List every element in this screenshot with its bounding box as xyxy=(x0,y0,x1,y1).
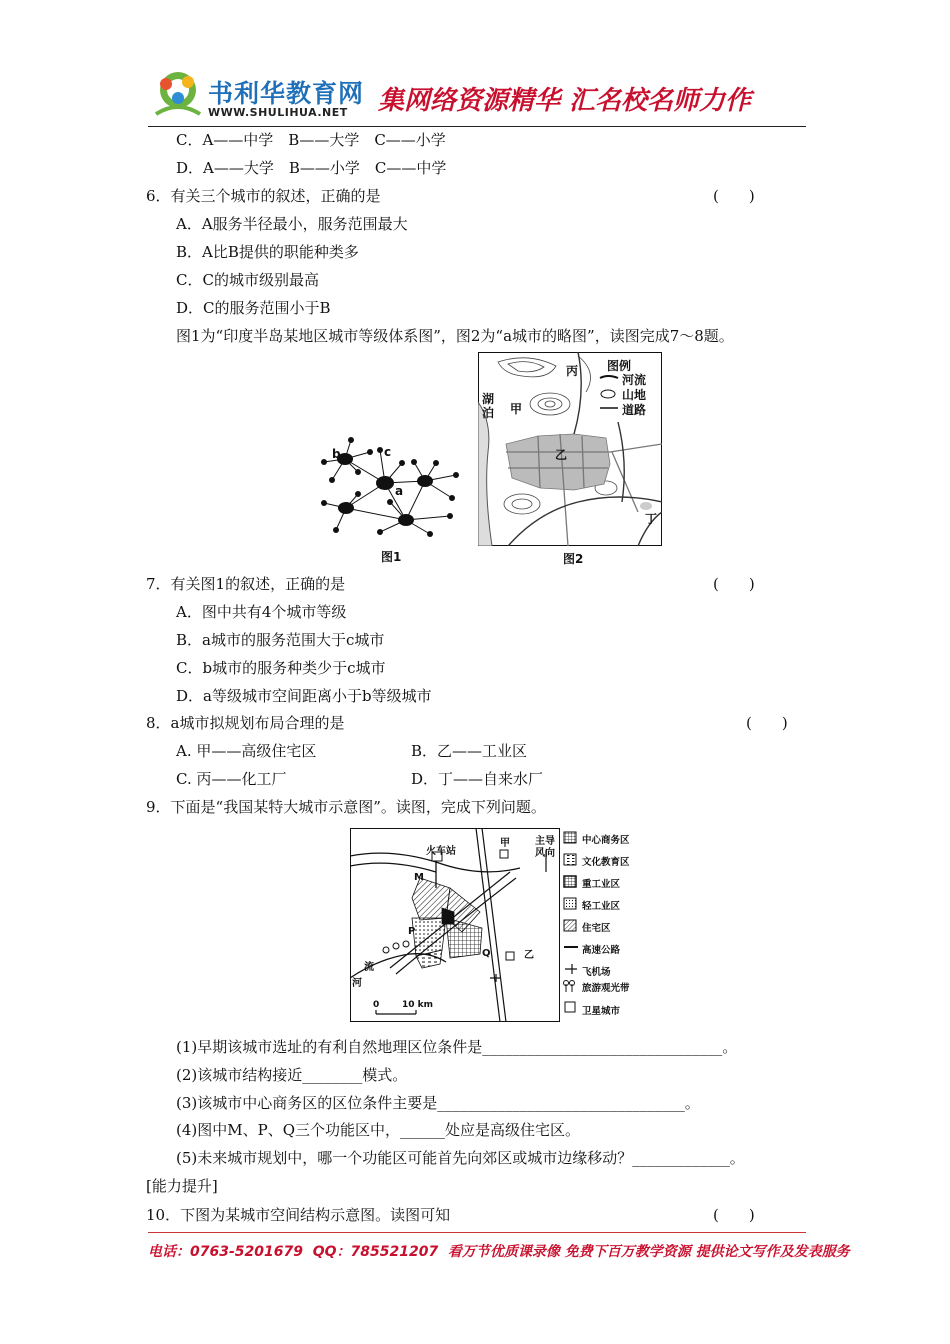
footer-text: 电话：0763-5201679 QQ：785521207 看万节优质课录像 免费下百万教学资源 提供论文写作及发表服务 xyxy=(148,1244,850,1260)
intro-7-8: 图1为“印度半岛某地区城市等级体系图”，图2为“a城市的略图”，读图完成7～8题。 xyxy=(176,327,734,345)
q9-map-station: 火车站 xyxy=(426,846,456,857)
q9-legend-light-industry: 轻工业区 xyxy=(582,901,621,912)
fig2-legend-road: 道路 xyxy=(622,403,647,417)
q9-legend-heavy-industry: 重工业区 xyxy=(582,879,621,890)
q9-legend-residential: 住宅区 xyxy=(582,923,611,934)
q9-legend-icons xyxy=(562,830,580,1016)
q10-answer-paren: ( ) xyxy=(713,1206,755,1224)
section-heading: [能力提升] xyxy=(146,1177,218,1195)
q9-map-scale-0: 0 xyxy=(373,1000,380,1010)
q9-legend-highway: 高速公路 xyxy=(582,945,621,956)
q6-option-d: D．C的服务范围小于B xyxy=(176,299,331,317)
footer-rule xyxy=(148,1232,806,1233)
fig2-legend-mountain: 山地 xyxy=(622,388,647,402)
q7-answer-paren: ( ) xyxy=(713,575,755,593)
q9-sub1: (1)早期该城市选址的有利自然地理区位条件是________________________________。 xyxy=(176,1038,738,1056)
q9-map-river-1: 流 xyxy=(364,962,374,973)
fig2-legend-title: 图例 xyxy=(607,359,632,373)
q6-answer-paren: ( ) xyxy=(713,187,755,205)
q7-option-c: C．b城市的服务种类少于c城市 xyxy=(176,659,386,677)
q9-map-yi: 乙 xyxy=(524,950,534,961)
q9-legend-education: 文化教育区 xyxy=(582,857,630,868)
q9-legend-satellite-city: 卫星城市 xyxy=(582,1006,621,1017)
fig2-label-lake: 湖泊 xyxy=(482,392,495,420)
brand-url: WWW.SHULIHUA.NET xyxy=(208,106,348,119)
fig2-label-jia: 甲 xyxy=(510,402,523,416)
header-slogan: 集网络资源精华 汇名校名师力作 xyxy=(378,86,752,116)
q9-sub5: (5)未来城市规划中，哪一个功能区可能首先向郊区或城市边缘移动？_____________。 xyxy=(176,1149,745,1167)
q9-map-wind-2: 风向 xyxy=(535,848,555,859)
fig1-label-c: c xyxy=(384,445,392,459)
fig1-caption: 图1 xyxy=(381,550,402,564)
q6-option-b: B．A比B提供的职能种类多 xyxy=(176,243,359,261)
fig2-caption: 图2 xyxy=(563,552,584,566)
q9-sub3: (3)该城市中心商务区的区位条件主要是_________________________________。 xyxy=(176,1094,700,1112)
q8-answer-paren: ( ) xyxy=(746,714,788,732)
fig2-legend-river: 河流 xyxy=(622,373,647,387)
q7-option-a: A．图中共有4个城市等级 xyxy=(176,603,347,621)
q9-legend-tourism: 旅游观光带 xyxy=(582,983,630,994)
q9-map-river-2: 河 xyxy=(352,978,362,989)
q6-option-a: A．A服务半径最小，服务范围最大 xyxy=(176,215,408,233)
q9-map-jia: 甲 xyxy=(500,838,510,849)
q9-stem: 9．下面是“我国某特大城市示意图”。读图，完成下列问题。 xyxy=(146,798,546,816)
prev-option-c: C．A——中学 B——大学 C——小学 xyxy=(176,131,446,149)
q9-map-scale-10: 10 km xyxy=(402,1000,434,1010)
q9-map-p: P xyxy=(408,926,416,937)
brand-logo xyxy=(150,70,206,120)
q10-stem: 10．下图为某城市空间结构示意图。读图可知 xyxy=(146,1206,451,1224)
fig1-label-a: a xyxy=(395,484,404,498)
fig2-label-ding: 丁 xyxy=(645,512,658,526)
q7-option-d: D．a等级城市空间距离小于b等级城市 xyxy=(176,687,432,705)
fig2-label-bing: 丙 xyxy=(566,364,579,378)
q8-option-a: A. 甲——高级住宅区 xyxy=(176,742,317,760)
q9-sub4: (4)图中M、P、Q三个功能区中，______处应是高级住宅区。 xyxy=(176,1121,580,1139)
header-rule xyxy=(148,126,806,127)
q9-legend-cbd: 中心商务区 xyxy=(582,835,630,846)
q8-option-d: D．丁——自来水厂 xyxy=(411,770,544,788)
q7-option-b: B．a城市的服务范围大于c城市 xyxy=(176,631,385,649)
q9-legend-airport: 飞机场 xyxy=(582,967,611,978)
q8-option-b: B．乙——工业区 xyxy=(411,742,528,760)
q8-option-c: C. 丙——化工厂 xyxy=(176,770,287,788)
q8-stem: 8．a城市拟规划布局合理的是 xyxy=(146,714,345,732)
prev-option-d: D．A——大学 B——小学 C——中学 xyxy=(176,159,447,177)
fig2-label-yi: 乙 xyxy=(555,448,568,462)
q9-map-wind-1: 主导 xyxy=(535,836,555,847)
q7-stem: 7．有关图1的叙述，正确的是 xyxy=(146,575,346,593)
fig1-label-b: b xyxy=(332,447,341,461)
q9-map-q: Q xyxy=(482,948,491,959)
q9-map-m: M xyxy=(414,872,424,883)
figure-q9-city-map xyxy=(350,828,560,1022)
q6-option-c: C．C的城市级别最高 xyxy=(176,271,319,289)
brand-name: 书利华教育网 xyxy=(208,79,365,108)
q9-sub2: (2)该城市结构接近________模式。 xyxy=(176,1066,408,1084)
q6-stem: 6．有关三个城市的叙述，正确的是 xyxy=(146,187,381,205)
